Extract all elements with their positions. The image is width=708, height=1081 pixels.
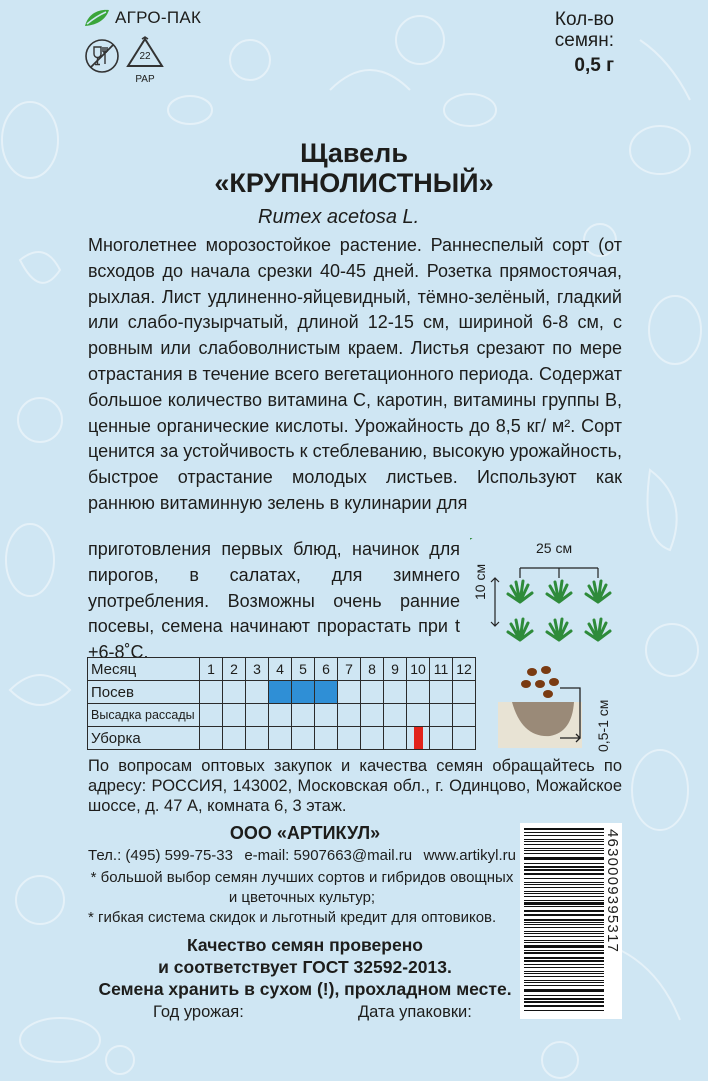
- month-cell: [361, 704, 384, 727]
- quantity-label-line2: семян:: [554, 30, 614, 51]
- month-header: 4: [269, 658, 292, 681]
- month-cell: [384, 704, 407, 727]
- month-cell: [361, 727, 384, 750]
- month-cell: [407, 681, 430, 704]
- quality-line: Семена хранить в сухом (!), прохладном месте.: [98, 979, 512, 999]
- month-cell: [430, 727, 453, 750]
- recycle-symbol: [124, 36, 166, 85]
- month-header: 1: [200, 658, 223, 681]
- quantity-label-line1: Кол-во: [554, 9, 614, 30]
- not-for-food-symbol: [84, 38, 120, 79]
- company-phone: Тел.: (495) 599-75-33: [88, 847, 233, 864]
- month-cell: [315, 727, 338, 750]
- month-cell: [430, 704, 453, 727]
- plant-spacing-label: 10 см: [472, 563, 488, 600]
- calendar-row-transplant: [88, 704, 476, 727]
- company-note: * гибкая система скидок и льготный кредит для оптовиков.: [88, 909, 497, 926]
- brand-name: АГРО-ПАК: [115, 8, 202, 27]
- month-cell: [200, 681, 223, 704]
- seed-icon: [521, 666, 559, 698]
- company-note: * большой выбор семян лучших сортов и гибридов овощных и цветочных культур;: [90, 869, 514, 906]
- month-cell: [246, 681, 269, 704]
- description-tail: приготовления первых блюд, начинок для пирогов, в салатах, для зимнего употребления. Возможны очень ранние посевы, семена начинают прорастать при t +6-8˚С.: [88, 539, 460, 663]
- leaf-icon: [84, 8, 110, 28]
- company-contacts: [88, 847, 516, 864]
- month-cell: [269, 727, 292, 750]
- month-cell: [200, 727, 223, 750]
- month-header: 5: [292, 658, 315, 681]
- month-cell: [200, 704, 223, 727]
- month-cell: [223, 727, 246, 750]
- title-line1: Щавель: [300, 138, 408, 168]
- month-header: 6: [315, 658, 338, 681]
- month-cell: [315, 704, 338, 727]
- month-cell: [269, 681, 292, 704]
- harvest-year-label: Год урожая:: [153, 1003, 244, 1021]
- quality-statement: [0, 934, 610, 1000]
- planting-grid-diagram: [470, 538, 620, 650]
- description-main: Многолетнее морозостойкое растение. Раннеспелый сорт (от всходов до начала срезки 40-45 дней. Розетка прямостоячая, рыхлая. Лист удлиненно-яйцевидный, тёмно-зелёный, гладкий или слабо-пузырчатый, длиной 12-15 см, шириной 6-8 см, с ровным или слабоволнистым краем. Листья срезают по мере отрастания в течение всего вегетационного периода. Содержат большое количество витамина С, каротин, витамины группы В, ценные органические кислоты. Урожайность до 8,5 кг/ м². Сорт ценится за устойчивость к стеблеванию, высокую урожайность, быстрое отрастание молодых листьев. Используют как раннюю витаминную зелень в кулинарии для: [88, 235, 622, 513]
- month-cell: [246, 727, 269, 750]
- month-header: 8: [361, 658, 384, 681]
- sowing-depth-diagram: [494, 660, 614, 757]
- month-cell: [338, 704, 361, 727]
- month-header: 2: [223, 658, 246, 681]
- month-cell: [361, 681, 384, 704]
- calendar-row-harvest: [88, 727, 476, 750]
- calendar-header-row: [88, 658, 476, 681]
- month-cell: [453, 727, 476, 750]
- month-cell: [453, 704, 476, 727]
- month-cell: [338, 681, 361, 704]
- product-title: [0, 138, 708, 198]
- month-cell: [384, 681, 407, 704]
- barcode: [520, 823, 622, 1019]
- latin-name: Rumex acetosa L.: [258, 206, 420, 228]
- month-cell: [269, 704, 292, 727]
- month-cell: [315, 681, 338, 704]
- month-cell: [384, 727, 407, 750]
- growing-calendar: [87, 657, 476, 750]
- glass-fork-crossed-icon: [84, 38, 120, 74]
- month-cell: [407, 727, 430, 750]
- month-header: 10: [407, 658, 430, 681]
- month-header: 11: [430, 658, 453, 681]
- company-website: www.artikyl.ru: [423, 847, 516, 864]
- calendar-header-label: Месяц: [88, 658, 200, 681]
- row-label: Высадка рассады: [88, 704, 200, 727]
- recycle-label: PAP: [135, 74, 155, 85]
- barcode-bars: [524, 826, 604, 1016]
- row-spacing-label: 25 см: [536, 540, 573, 556]
- month-cell: [223, 681, 246, 704]
- month-header: 9: [384, 658, 407, 681]
- brand-logo: [84, 8, 201, 28]
- sowing-depth-label: 0,5-1 см: [595, 699, 611, 752]
- month-cell: [223, 704, 246, 727]
- month-cell: [430, 681, 453, 704]
- seed-quantity: [555, 9, 614, 76]
- month-cell: [453, 681, 476, 704]
- company-email: e-mail: 5907663@mail.ru: [244, 847, 413, 864]
- row-label: Посев: [88, 681, 200, 704]
- quality-line: Качество семян проверено: [187, 935, 423, 955]
- month-cell: [292, 727, 315, 750]
- quality-line: и соответствует ГОСТ 32592-2013.: [158, 957, 452, 977]
- recycle-code: 22: [139, 51, 151, 62]
- title-line2: «КРУПНОЛИСТНЫЙ»: [214, 168, 494, 198]
- quantity-value: 0,5 г: [574, 55, 614, 76]
- contact-address: По вопросам оптовых закупок и качества семян обращайтесь по адресу: РОССИЯ, 143002, Московская обл., г. Одинцово, Можайское шоссе, д. 47 А, комната 6, 3 этаж.: [88, 757, 622, 815]
- row-label: Уборка: [88, 727, 200, 750]
- month-cell: [292, 681, 315, 704]
- calendar-row-sowing: [88, 681, 476, 704]
- month-cell: [407, 704, 430, 727]
- pack-date-label: Дата упаковки:: [358, 1003, 472, 1021]
- company-name: ООО «АРТИКУЛ»: [229, 823, 381, 843]
- month-cell: [246, 704, 269, 727]
- month-cell: [338, 727, 361, 750]
- company-notes: [88, 868, 516, 928]
- month-header: 12: [453, 658, 476, 681]
- month-cell: [292, 704, 315, 727]
- month-header: 7: [338, 658, 361, 681]
- barcode-digits: 4630009395317: [604, 829, 621, 954]
- month-header: 3: [246, 658, 269, 681]
